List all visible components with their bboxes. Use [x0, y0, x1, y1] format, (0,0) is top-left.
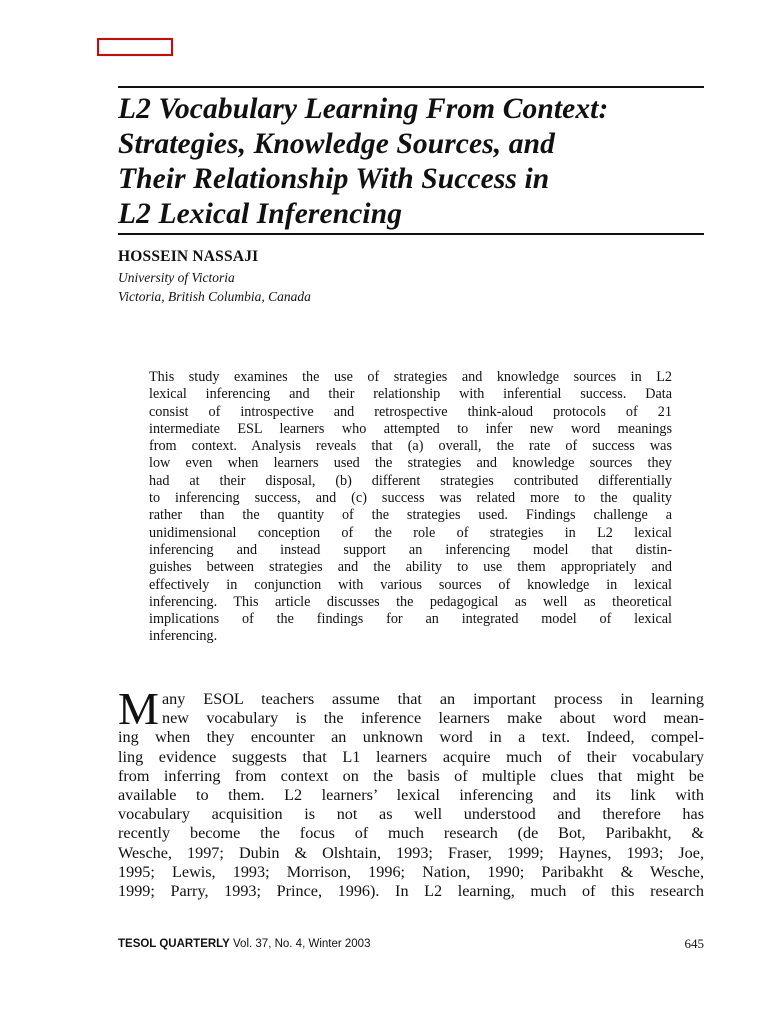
- body-line: Wesche, 1997; Dubin & Olshtain, 1993; Fraser, 1999; Haynes, 1993; Joe,: [118, 843, 704, 862]
- body-line: any ESOL teachers assume that an important process in learning: [162, 690, 704, 708]
- affiliation-location: Victoria, British Columbia, Canada: [118, 289, 311, 304]
- title-line: L2 Lexical Inferencing: [118, 198, 403, 230]
- journal-name: TESOL QUARTERLY: [118, 938, 230, 950]
- abstract-line: consist of introspective and retrospective think-aloud protocols of 21: [149, 403, 672, 420]
- abstract-line: lexical inferencing and their relationship with inferential success. Data: [149, 386, 672, 403]
- body-text: [118, 683, 704, 901]
- body-line: new vocabulary is the inference learners make about word mean-: [162, 709, 704, 728]
- page-number: 645: [684, 936, 704, 951]
- author-name: HOSSEIN NASSAJI: [118, 248, 259, 265]
- abstract-line: effectively in conjunction with various sources of knowledge in lexical: [149, 576, 672, 593]
- abstract-line: had at their disposal, (b) different strategies contributed differentially: [149, 472, 672, 489]
- abstract-line: to inferencing success, and (c) success was related more to the quality: [149, 490, 672, 507]
- body-line: ing when they encounter an unknown word in a text. Indeed, compel-: [118, 728, 704, 747]
- abstract-line: intermediate ESL learners who attempted to infer new word meanings: [149, 420, 672, 437]
- abstract-line: inferencing.: [149, 628, 218, 645]
- abstract-line: inferencing. This article discusses the pedagogical as well as theoretical: [149, 593, 672, 610]
- drop-cap: M: [118, 683, 159, 734]
- title-line: Strategies, Knowledge Sources, and: [118, 128, 555, 160]
- highlight-box: [97, 38, 173, 56]
- body-line: vocabulary acquisition is not as well understood and therefore has: [118, 805, 704, 824]
- title-line: L2 Vocabulary Learning From Context:: [118, 93, 609, 125]
- abstract-line: inferencing and instead support an inferencing model that distin-: [149, 541, 672, 558]
- abstract-line: guishes between strategies and the ability to use them appropriately and: [149, 559, 672, 576]
- body-line: 1999; Parry, 1993; Prince, 1996). In L2 learning, much of this research: [118, 882, 704, 901]
- body-line: from inferring from context on the basis of multiple clues that might be: [118, 766, 704, 785]
- abstract-line: This study examines the use of strategies and knowledge sources in L2: [149, 369, 672, 385]
- body-line: ling evidence suggests that L1 learners acquire much of their vocabulary: [118, 747, 704, 766]
- article-title: [118, 92, 708, 232]
- abstract-line: implications of the findings for an integrated model of lexical: [149, 611, 672, 628]
- abstract: [149, 369, 672, 646]
- affiliation-university: University of Victoria: [118, 270, 235, 285]
- journal-citation: [118, 938, 370, 950]
- title-top-rule: [118, 86, 704, 88]
- title-line: Their Relationship With Success in: [118, 163, 550, 195]
- title-bottom-rule: [118, 233, 704, 235]
- abstract-line: unidimensional conception of the role of strategies in L2 lexical: [149, 524, 672, 541]
- body-line: available to them. L2 learners’ lexical inferencing and its link with: [118, 786, 704, 805]
- abstract-line: rather than the quantity of the strategies used. Findings challenge a: [149, 507, 672, 524]
- body-line: 1995; Lewis, 1993; Morrison, 1996; Nation, 1990; Paribakht & Wesche,: [118, 862, 704, 881]
- journal-issue: Vol. 37, No. 4, Winter 2003: [229, 938, 371, 950]
- body-line: recently become the focus of much research (de Bot, Paribakht, &: [118, 824, 704, 843]
- abstract-line: from context. Analysis reveals that (a) overall, the rate of success was: [149, 438, 672, 455]
- abstract-line: low even when learners used the strategies and knowledge sources they: [149, 455, 672, 472]
